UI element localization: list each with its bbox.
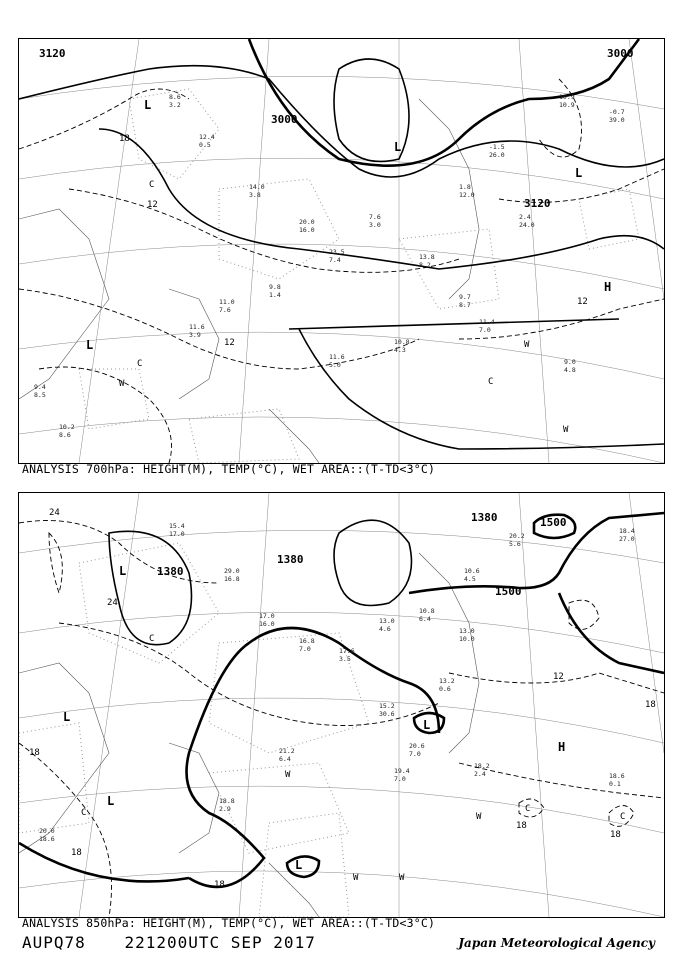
svg-text:18.6: 18.6 bbox=[609, 772, 625, 780]
svg-text:4.6: 4.6 bbox=[379, 625, 391, 633]
temp-contours bbox=[19, 79, 664, 463]
center-marker: W bbox=[285, 770, 291, 780]
chart-time: 221200UTC SEP 2017 bbox=[124, 933, 316, 952]
center-marker: L bbox=[394, 140, 402, 154]
svg-text:2.4: 2.4 bbox=[519, 213, 531, 221]
map-panel-700hpa bbox=[18, 38, 665, 464]
center-marker: L bbox=[144, 98, 152, 112]
temp-label: 18 bbox=[29, 748, 40, 758]
temp-label: 18 bbox=[71, 848, 82, 858]
svg-text:17.0: 17.0 bbox=[169, 530, 185, 538]
svg-text:13.2: 13.2 bbox=[439, 677, 455, 685]
svg-text:18.4: 18.4 bbox=[619, 527, 635, 535]
svg-text:7.6: 7.6 bbox=[369, 213, 381, 221]
agency-name: Japan Meteorological Agency bbox=[458, 936, 655, 950]
svg-text:3.9: 3.9 bbox=[189, 331, 201, 339]
center-marker: L bbox=[86, 338, 94, 352]
temp-label: 12 bbox=[224, 338, 235, 348]
svg-text:16.8: 16.8 bbox=[224, 575, 240, 583]
center-marker: W bbox=[119, 379, 125, 389]
center-marker: L bbox=[423, 718, 431, 732]
svg-text:8.5: 8.5 bbox=[34, 391, 46, 399]
temp-contours bbox=[19, 521, 664, 918]
svg-text:16.8: 16.8 bbox=[299, 637, 315, 645]
svg-text:20.6: 20.6 bbox=[409, 742, 425, 750]
center-marker: C bbox=[149, 634, 155, 644]
svg-text:8.7: 8.7 bbox=[459, 301, 471, 309]
svg-text:10.6: 10.6 bbox=[464, 567, 480, 575]
svg-text:13.0: 13.0 bbox=[459, 627, 475, 635]
svg-text:9.4: 9.4 bbox=[34, 383, 46, 391]
coastlines bbox=[19, 99, 479, 463]
svg-text:19.4: 19.4 bbox=[394, 767, 410, 775]
temp-label: 18 bbox=[119, 134, 130, 144]
map-700hpa-canvas bbox=[19, 39, 664, 463]
svg-text:7.0: 7.0 bbox=[299, 645, 311, 653]
center-marker: W bbox=[399, 873, 405, 883]
svg-text:3.8: 3.8 bbox=[249, 191, 261, 199]
svg-text:5.0: 5.0 bbox=[329, 361, 341, 369]
svg-text:39.0: 39.0 bbox=[609, 116, 625, 124]
center-marker: C bbox=[81, 808, 87, 818]
height-label: 3000 bbox=[271, 113, 298, 126]
height-label: 3120 bbox=[524, 197, 551, 210]
chart-id: AUPQ78 bbox=[22, 933, 86, 952]
svg-text:7.6: 7.6 bbox=[219, 306, 231, 314]
temp-label: 18 bbox=[516, 821, 527, 831]
height-label: 3120 bbox=[39, 47, 66, 60]
coastlines bbox=[19, 553, 479, 917]
svg-text:16.0: 16.0 bbox=[299, 226, 315, 234]
svg-text:13.0: 13.0 bbox=[379, 617, 395, 625]
svg-text:23.5: 23.5 bbox=[329, 248, 345, 256]
chart-footer bbox=[22, 933, 344, 952]
svg-text:3.0: 3.0 bbox=[369, 221, 381, 229]
svg-text:16.0: 16.0 bbox=[259, 620, 275, 628]
svg-text:10.9: 10.9 bbox=[559, 93, 575, 101]
center-marker: H bbox=[604, 280, 612, 294]
svg-text:0.5: 0.5 bbox=[199, 141, 211, 149]
svg-text:15.4: 15.4 bbox=[169, 522, 185, 530]
svg-text:7.0: 7.0 bbox=[394, 775, 406, 783]
svg-text:7.4: 7.4 bbox=[329, 256, 341, 264]
svg-text:20.0: 20.0 bbox=[299, 218, 315, 226]
svg-text:11.6: 11.6 bbox=[329, 353, 345, 361]
svg-text:4.3: 4.3 bbox=[394, 346, 406, 354]
center-marker: C bbox=[525, 804, 531, 814]
center-marker: L bbox=[575, 166, 583, 180]
temp-label: C bbox=[488, 377, 494, 387]
center-marker: L bbox=[295, 858, 303, 872]
svg-text:27.0: 27.0 bbox=[619, 535, 635, 543]
svg-text:18.2: 18.2 bbox=[474, 762, 490, 770]
center-marker: C bbox=[620, 812, 626, 822]
height-contours bbox=[19, 513, 664, 887]
svg-text:24.0: 24.0 bbox=[519, 221, 535, 229]
svg-text:10.2: 10.2 bbox=[59, 423, 75, 431]
center-marker: L bbox=[107, 794, 115, 808]
height-label: 3000 bbox=[607, 47, 634, 60]
svg-text:30.6: 30.6 bbox=[379, 710, 395, 718]
height-label: 1500 bbox=[495, 585, 522, 598]
map-850hpa-canvas bbox=[19, 493, 664, 917]
center-marker: L bbox=[119, 564, 127, 578]
center-marker: W bbox=[524, 340, 530, 350]
svg-text:10.8: 10.8 bbox=[419, 607, 435, 615]
center-marker: C bbox=[137, 359, 143, 369]
map-panel-850hpa bbox=[18, 492, 665, 918]
svg-text:8.2: 8.2 bbox=[419, 261, 431, 269]
svg-text:8.6: 8.6 bbox=[169, 93, 181, 101]
svg-text:14.0: 14.0 bbox=[249, 183, 265, 191]
temp-label: 18 bbox=[214, 880, 225, 890]
temp-label: 18 bbox=[610, 830, 621, 840]
svg-text:9.0: 9.0 bbox=[564, 358, 576, 366]
height-label: 1380 bbox=[157, 565, 184, 578]
svg-text:26.0: 26.0 bbox=[489, 151, 505, 159]
svg-text:2.4: 2.4 bbox=[474, 770, 486, 778]
svg-text:0.1: 0.1 bbox=[609, 780, 621, 788]
center-marker: W bbox=[476, 812, 482, 822]
svg-text:7.0: 7.0 bbox=[479, 326, 491, 334]
svg-text:1.8: 1.8 bbox=[459, 183, 471, 191]
center-marker: W bbox=[353, 873, 359, 883]
svg-text:20.2: 20.2 bbox=[509, 532, 525, 540]
svg-text:13.8: 13.8 bbox=[419, 253, 435, 261]
svg-text:-0.7: -0.7 bbox=[609, 108, 625, 116]
height-label: 1380 bbox=[471, 511, 498, 524]
svg-text:11.4: 11.4 bbox=[479, 318, 495, 326]
height-label: 1500 bbox=[540, 516, 567, 529]
svg-text:10.8: 10.8 bbox=[394, 338, 410, 346]
svg-text:11.0: 11.0 bbox=[219, 298, 235, 306]
svg-text:17.0: 17.0 bbox=[259, 612, 275, 620]
center-marker: C bbox=[149, 180, 155, 190]
svg-text:-1.5: -1.5 bbox=[489, 143, 505, 151]
temp-label: 18 bbox=[645, 700, 656, 710]
panel-caption: ANALYSIS 850hPa: HEIGHT(M), TEMP(°C), WET AREA::(T-TD<3°C) bbox=[22, 916, 436, 930]
svg-text:29.0: 29.0 bbox=[224, 567, 240, 575]
svg-text:10.0: 10.0 bbox=[459, 635, 475, 643]
temp-label: 24 bbox=[49, 508, 60, 518]
center-marker: W bbox=[563, 425, 569, 435]
svg-text:8.6: 8.6 bbox=[59, 431, 71, 439]
temp-label: 12 bbox=[577, 297, 588, 307]
panel-caption: ANALYSIS 700hPa: HEIGHT(M), TEMP(°C), WET AREA::(T-TD<3°C) bbox=[22, 462, 436, 476]
svg-text:11.6: 11.6 bbox=[189, 323, 205, 331]
svg-text:1.4: 1.4 bbox=[269, 291, 281, 299]
svg-text:17.6: 17.6 bbox=[339, 647, 355, 655]
svg-text:21.2: 21.2 bbox=[279, 747, 295, 755]
svg-text:4.5: 4.5 bbox=[464, 575, 476, 583]
svg-text:20.0: 20.0 bbox=[39, 827, 55, 835]
svg-text:18.6: 18.6 bbox=[39, 835, 55, 843]
height-label: 1380 bbox=[277, 553, 304, 566]
svg-text:6.4: 6.4 bbox=[419, 615, 431, 623]
svg-text:15.2: 15.2 bbox=[379, 702, 395, 710]
temp-label: 12 bbox=[147, 200, 158, 210]
svg-text:5.6: 5.6 bbox=[509, 540, 521, 548]
svg-text:10.9: 10.9 bbox=[559, 101, 575, 109]
svg-text:9.7: 9.7 bbox=[459, 293, 471, 301]
svg-text:18.8: 18.8 bbox=[219, 797, 235, 805]
temp-label: 12 bbox=[553, 672, 564, 682]
svg-text:0.6: 0.6 bbox=[439, 685, 451, 693]
svg-text:12.0: 12.0 bbox=[459, 191, 475, 199]
temp-label: 24 bbox=[107, 598, 118, 608]
center-marker: H bbox=[558, 740, 566, 754]
svg-text:3.2: 3.2 bbox=[169, 101, 181, 109]
svg-text:12.4: 12.4 bbox=[199, 133, 215, 141]
svg-text:3.5: 3.5 bbox=[339, 655, 351, 663]
svg-text:4.8: 4.8 bbox=[564, 366, 576, 374]
svg-text:6.4: 6.4 bbox=[279, 755, 291, 763]
center-marker: L bbox=[63, 710, 71, 724]
svg-text:2.9: 2.9 bbox=[219, 805, 231, 813]
svg-text:7.0: 7.0 bbox=[409, 750, 421, 758]
svg-text:9.8: 9.8 bbox=[269, 283, 281, 291]
